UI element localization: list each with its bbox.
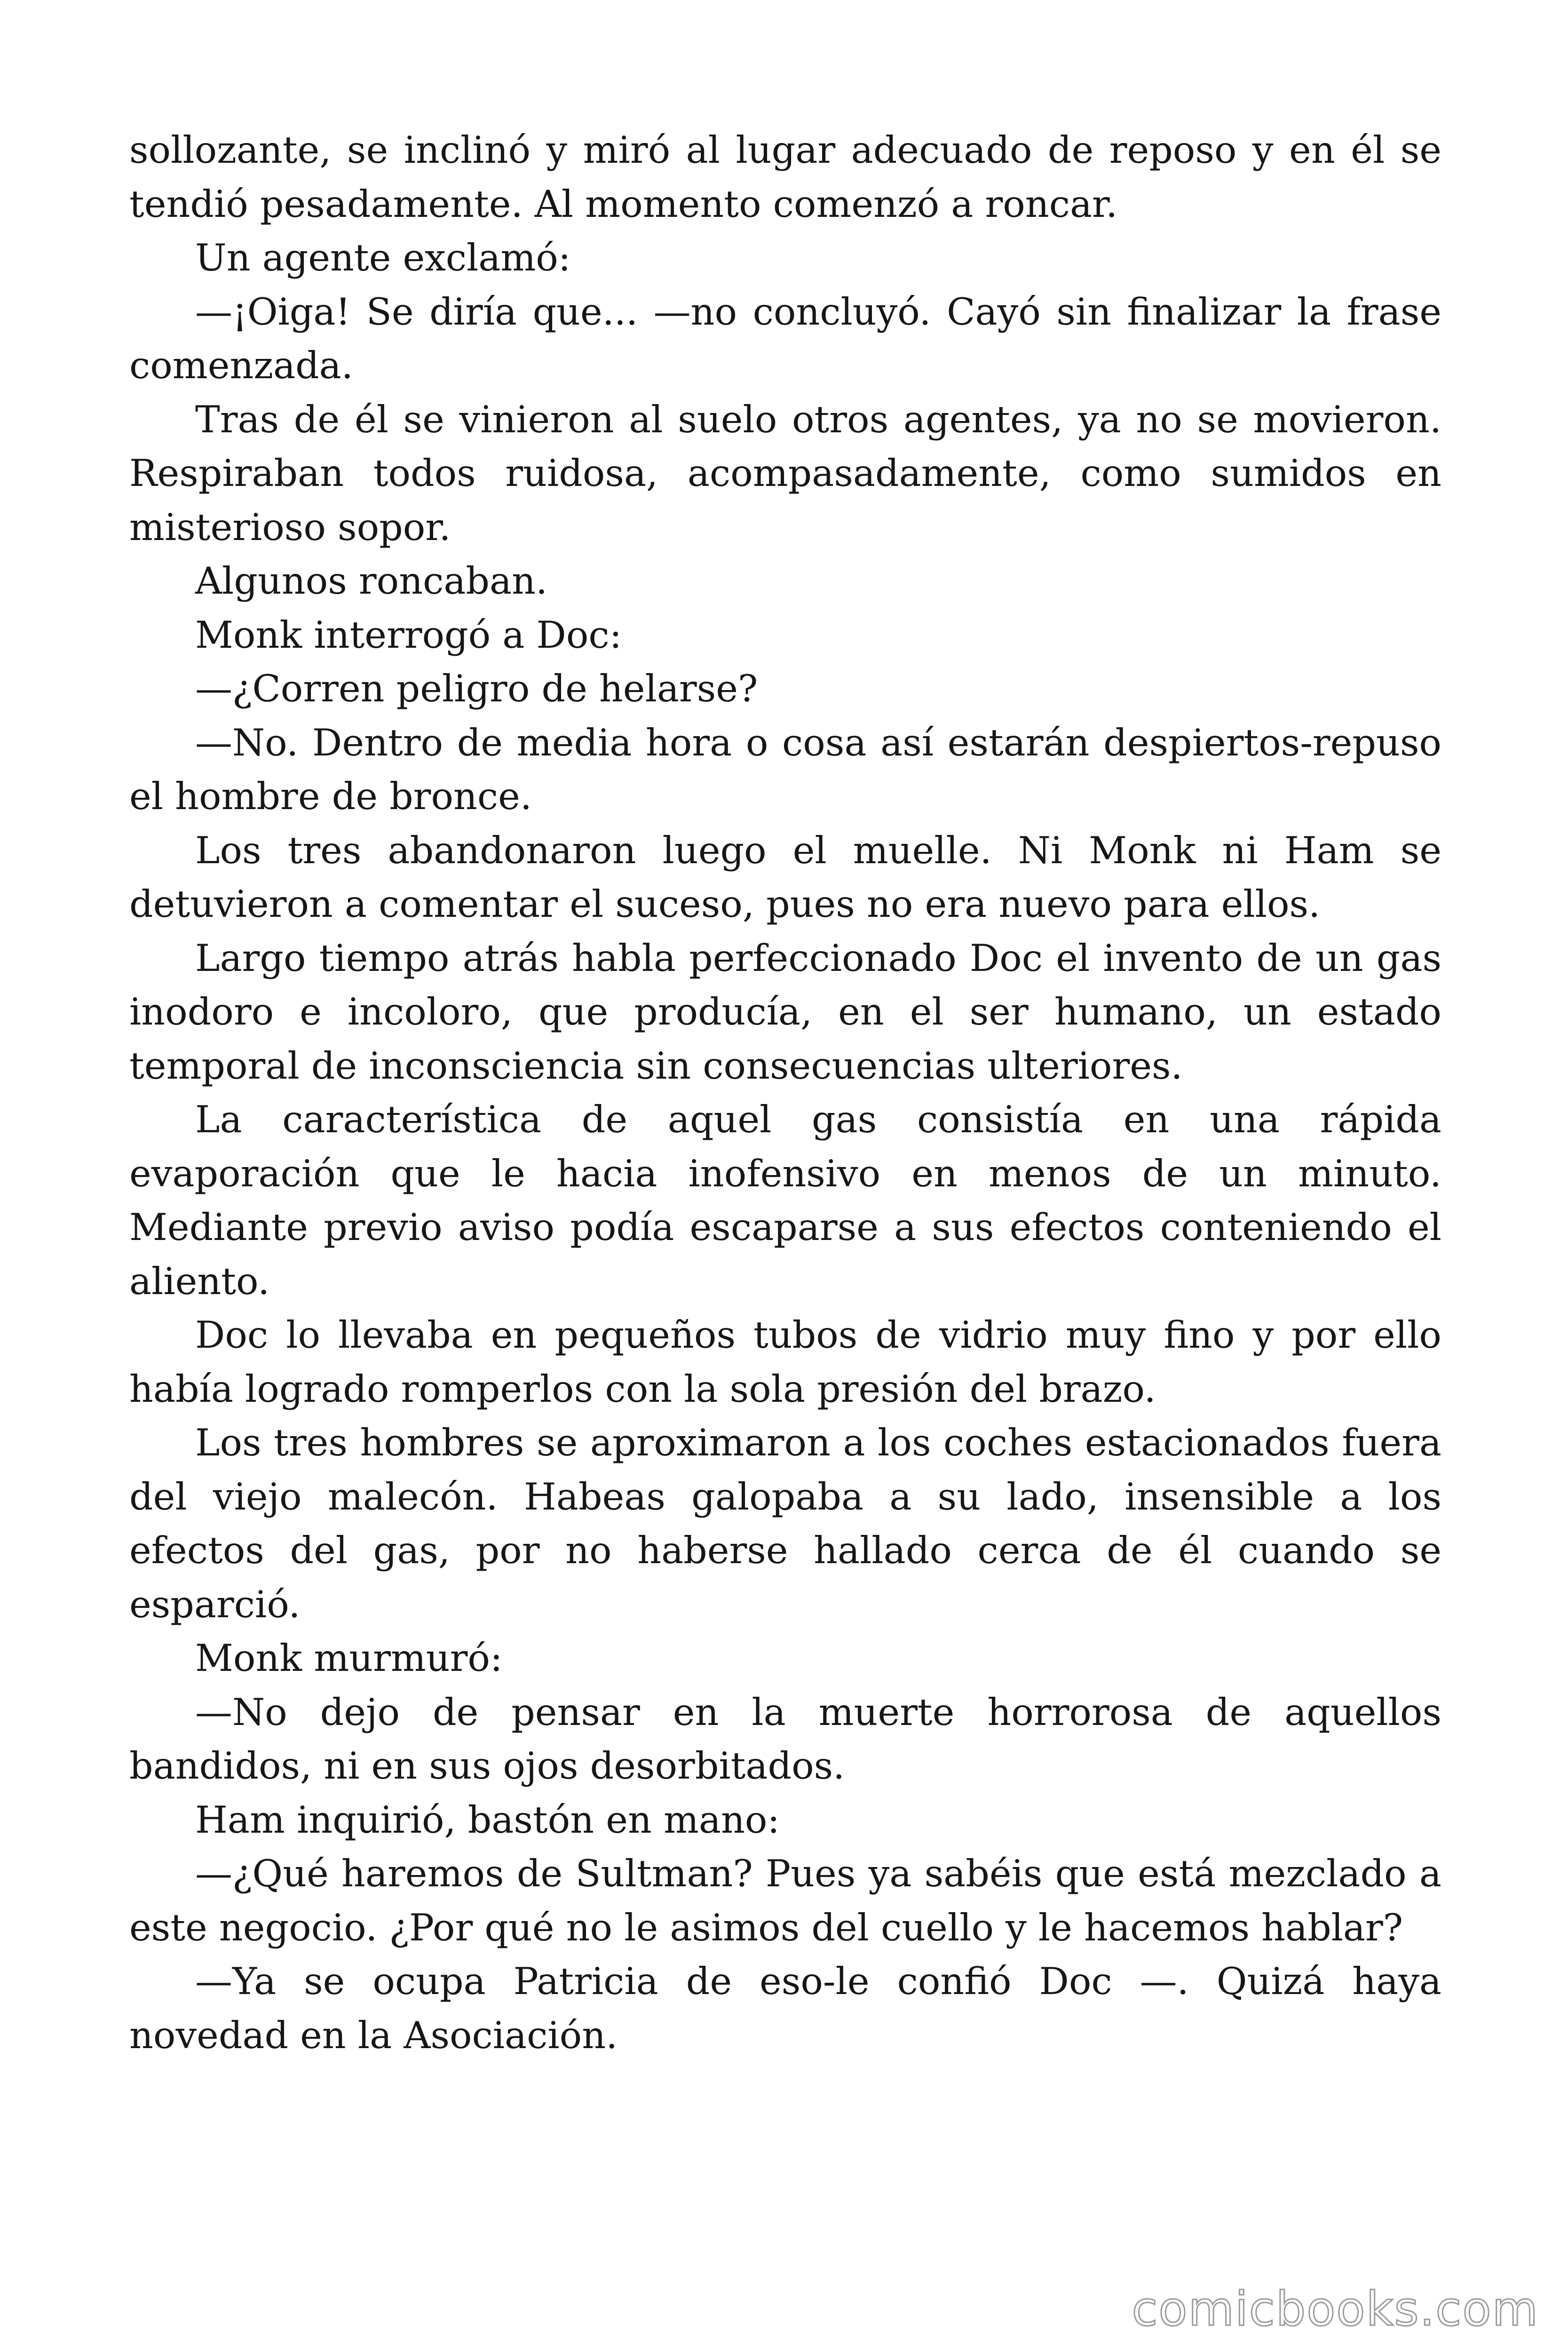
paragraph-2: Un agente exclamó: [195, 236, 571, 279]
paragraph-11: La característica de aquel gas consistía en una rápida evaporación que le hacia inofensivo en menos de un minuto. Mediante previo aviso podía escaparse a sus efectos conteniendo el aliento. [129, 1098, 1441, 1303]
paragraph-16: Ham inquirió, bastón en mano: [195, 1798, 780, 1842]
paragraph-7: —¿Corren peligro de helarse? [195, 667, 758, 710]
paragraph-4: Tras de él se vinieron al suelo otros agentes, ya no se movieron. Respiraban todos ruidosa, acompasadamente, como sumidos en misterioso sopor. [129, 397, 1441, 549]
paragraph-10: Largo tiempo atrás habla perfeccionado Doc el invento de un gas inodoro e incoloro, que producía, en el ser humano, un estado temporal de inconsciencia sin consecuencias ulteriores. [129, 936, 1441, 1088]
paragraph-9: Los tres abandonaron luego el muelle. Ni Monk ni Ham se detuvieron a comentar el suceso, pues no era nuevo para ellos. [129, 828, 1441, 926]
paragraph-1: sollozante, se inclinó y miró al lugar adecuado de reposo y en él se tendió pesadamente. Al momento comenzó a roncar. [129, 128, 1441, 226]
paragraph-13: Los tres hombres se aproximaron a los coches estacionados fuera del viejo malecón. Habeas galopaba a su lado, insensible a los efectos del gas, por no haberse hallado cerca de él cuando se esparció. [129, 1421, 1441, 1626]
paragraph-18: —Ya se ocupa Patricia de eso-le confió Doc —. Quizá haya novedad en la Asociación. [129, 1960, 1441, 2057]
watermark-logo: comicbooks.com [1132, 2281, 1539, 2336]
paragraph-6: Monk interrogó a Doc: [195, 613, 622, 657]
paragraph-14: Monk murmuró: [195, 1637, 503, 1680]
paragraph-12: Doc lo llevaba en pequeños tubos de vidrio muy fino y por ello había logrado romperlos con la sola presión del brazo. [129, 1313, 1441, 1411]
paragraph-15: —No dejo de pensar en la muerte horrorosa de aquellos bandidos, ni en sus ojos desorbitados. [129, 1690, 1441, 1788]
paragraph-3: —¡Oiga! Se diría que... —no concluyó. Cayó sin finalizar la frase comenzada. [129, 290, 1441, 387]
paragraph-17: —¿Qué haremos de Sultman? Pues ya sabéis que está mezclado a este negocio. ¿Por qué no le asimos del cuello y le hacemos hablar? [129, 1852, 1441, 1949]
paragraph-5: Algunos roncaban. [195, 559, 548, 603]
body-text [129, 123, 1441, 2062]
paragraph-8: —No. Dentro de media hora o cosa así estarán despiertos-repuso el hombre de bronce. [129, 721, 1441, 818]
